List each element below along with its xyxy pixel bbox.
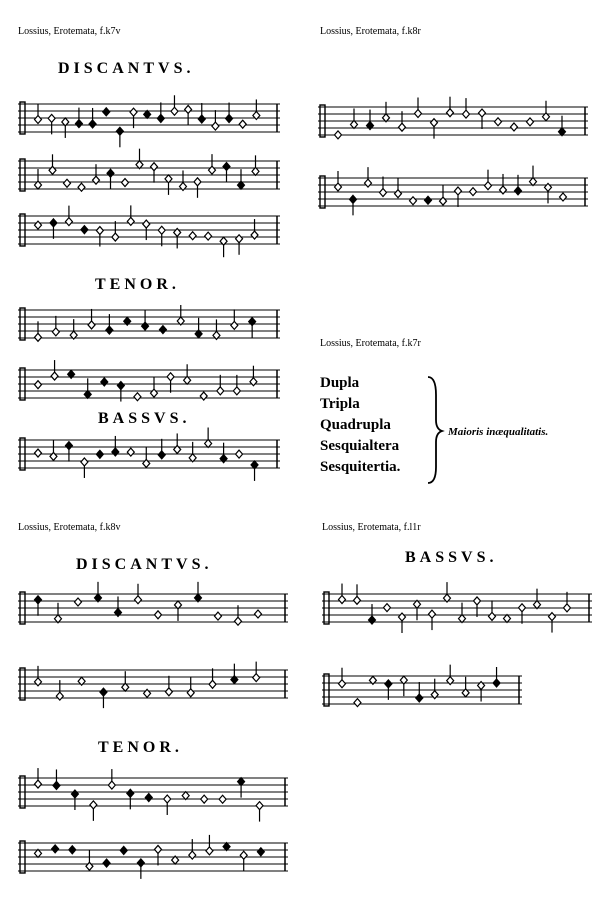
proportion-item: Sesquialtera — [320, 438, 400, 454]
staff-tenor-2a — [18, 768, 288, 822]
proportion-item: Dupla — [320, 375, 360, 391]
staff-tenor-1a — [18, 305, 280, 341]
caption-mid-right: Lossius, Erotemata, f.k7r — [320, 338, 421, 349]
proportion-list — [320, 373, 400, 478]
staff-k8r-a — [318, 97, 588, 139]
staff-k8r-b — [318, 166, 588, 216]
proportion-item: Quadrupla — [320, 417, 391, 433]
staff-bassus-2a — [322, 582, 592, 633]
staff-discantus-2a — [18, 582, 288, 625]
caption-bottom-right: Lossius, Erotemata, f.l1r — [322, 522, 421, 533]
heading-tenor-1: TENOR. — [95, 276, 180, 293]
staff-tenor-2b — [18, 835, 288, 879]
heading-bassus-2: BASSVS. — [405, 549, 498, 566]
heading-tenor-2: TENOR. — [98, 739, 183, 756]
heading-discantus-2: DISCANTVS. — [76, 556, 213, 573]
staff-bassus-2b — [322, 665, 522, 707]
staff-discantus-2b — [18, 662, 288, 709]
proportion-item: Sesquitertia. — [320, 459, 401, 475]
heading-discantus-1: DISCANTVS. — [58, 60, 195, 77]
staff-tenor-1b — [18, 360, 280, 401]
caption-top-left: Lossius, Erotemata, f.k7v — [18, 26, 121, 37]
caption-top-right: Lossius, Erotemata, f.k8r — [320, 26, 421, 37]
heading-bassus-1: BASSVS. — [98, 410, 191, 427]
proportion-item: Tripla — [320, 396, 360, 412]
caption-bottom-left: Lossius, Erotemata, f.k8v — [18, 522, 121, 533]
staff-bassus-1a — [18, 428, 280, 481]
brace — [426, 375, 446, 485]
staff-discantus-1a — [18, 95, 280, 147]
staff-discantus-1b — [18, 149, 280, 198]
brace-label: Maioris inæqualitatis. — [448, 426, 549, 438]
staff-discantus-1c — [18, 205, 280, 257]
